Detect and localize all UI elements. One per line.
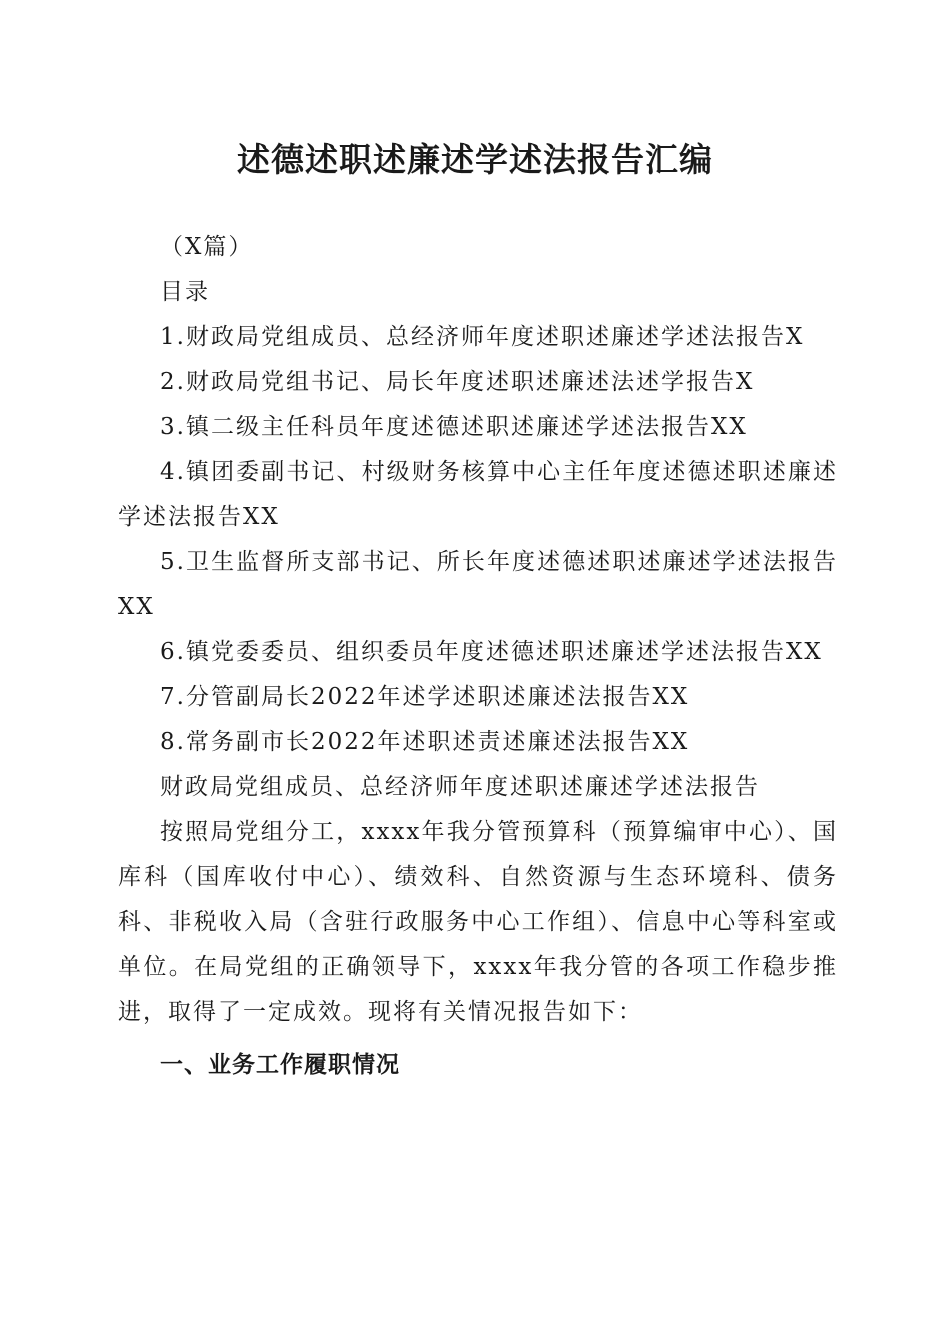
count-note: （X篇）: [160, 234, 254, 260]
section-heading: 一、业务工作履职情况: [160, 1052, 400, 1078]
intro-paragraph: 按照局党组分工，xxxx年我分管预算科（预算编审中心）、国库科（国库收付中心）、绩效科、自然资源与生态环境科、债务科、非税收入局（含驻行政服务中心工作组）、信息中心等科室或单位。在局党组的正确领导下，xxxx年我分管的各项工作稳步推进，取得了一定成效。现将有关情况报告如下：: [118, 819, 838, 1025]
toc-item: 4.镇团委副书记、村级财务核算中心主任年度述德述职述廉述学述法报告XX: [118, 459, 838, 530]
toc-item: 6.镇党委委员、组织委员年度述德述职述廉述学述法报告XX: [160, 639, 823, 665]
document-body: [118, 225, 838, 1088]
toc-item: 8.常务副市长2022年述职述责述廉述法报告XX: [160, 729, 690, 755]
toc-item: 7.分管副局长2022年述学述职述廉述法报告XX: [160, 684, 690, 710]
toc-item: 5.卫生监督所支部书记、所长年度述德述职述廉述学述法报告XX: [118, 549, 838, 620]
toc-item: 2.财政局党组书记、局长年度述职述廉述法述学报告X: [160, 369, 755, 395]
document-title: 述德述职述廉述学述法报告汇编: [237, 140, 713, 179]
section-title: 财政局党组成员、总经济师年度述职述廉述学述法报告: [160, 774, 760, 800]
toc-label: 目录: [160, 279, 210, 305]
toc-item: 3.镇二级主任科员年度述德述职述廉述学述法报告XX: [160, 414, 748, 440]
toc-item: 1.财政局党组成员、总经济师年度述职述廉述学述法报告X: [160, 324, 805, 350]
